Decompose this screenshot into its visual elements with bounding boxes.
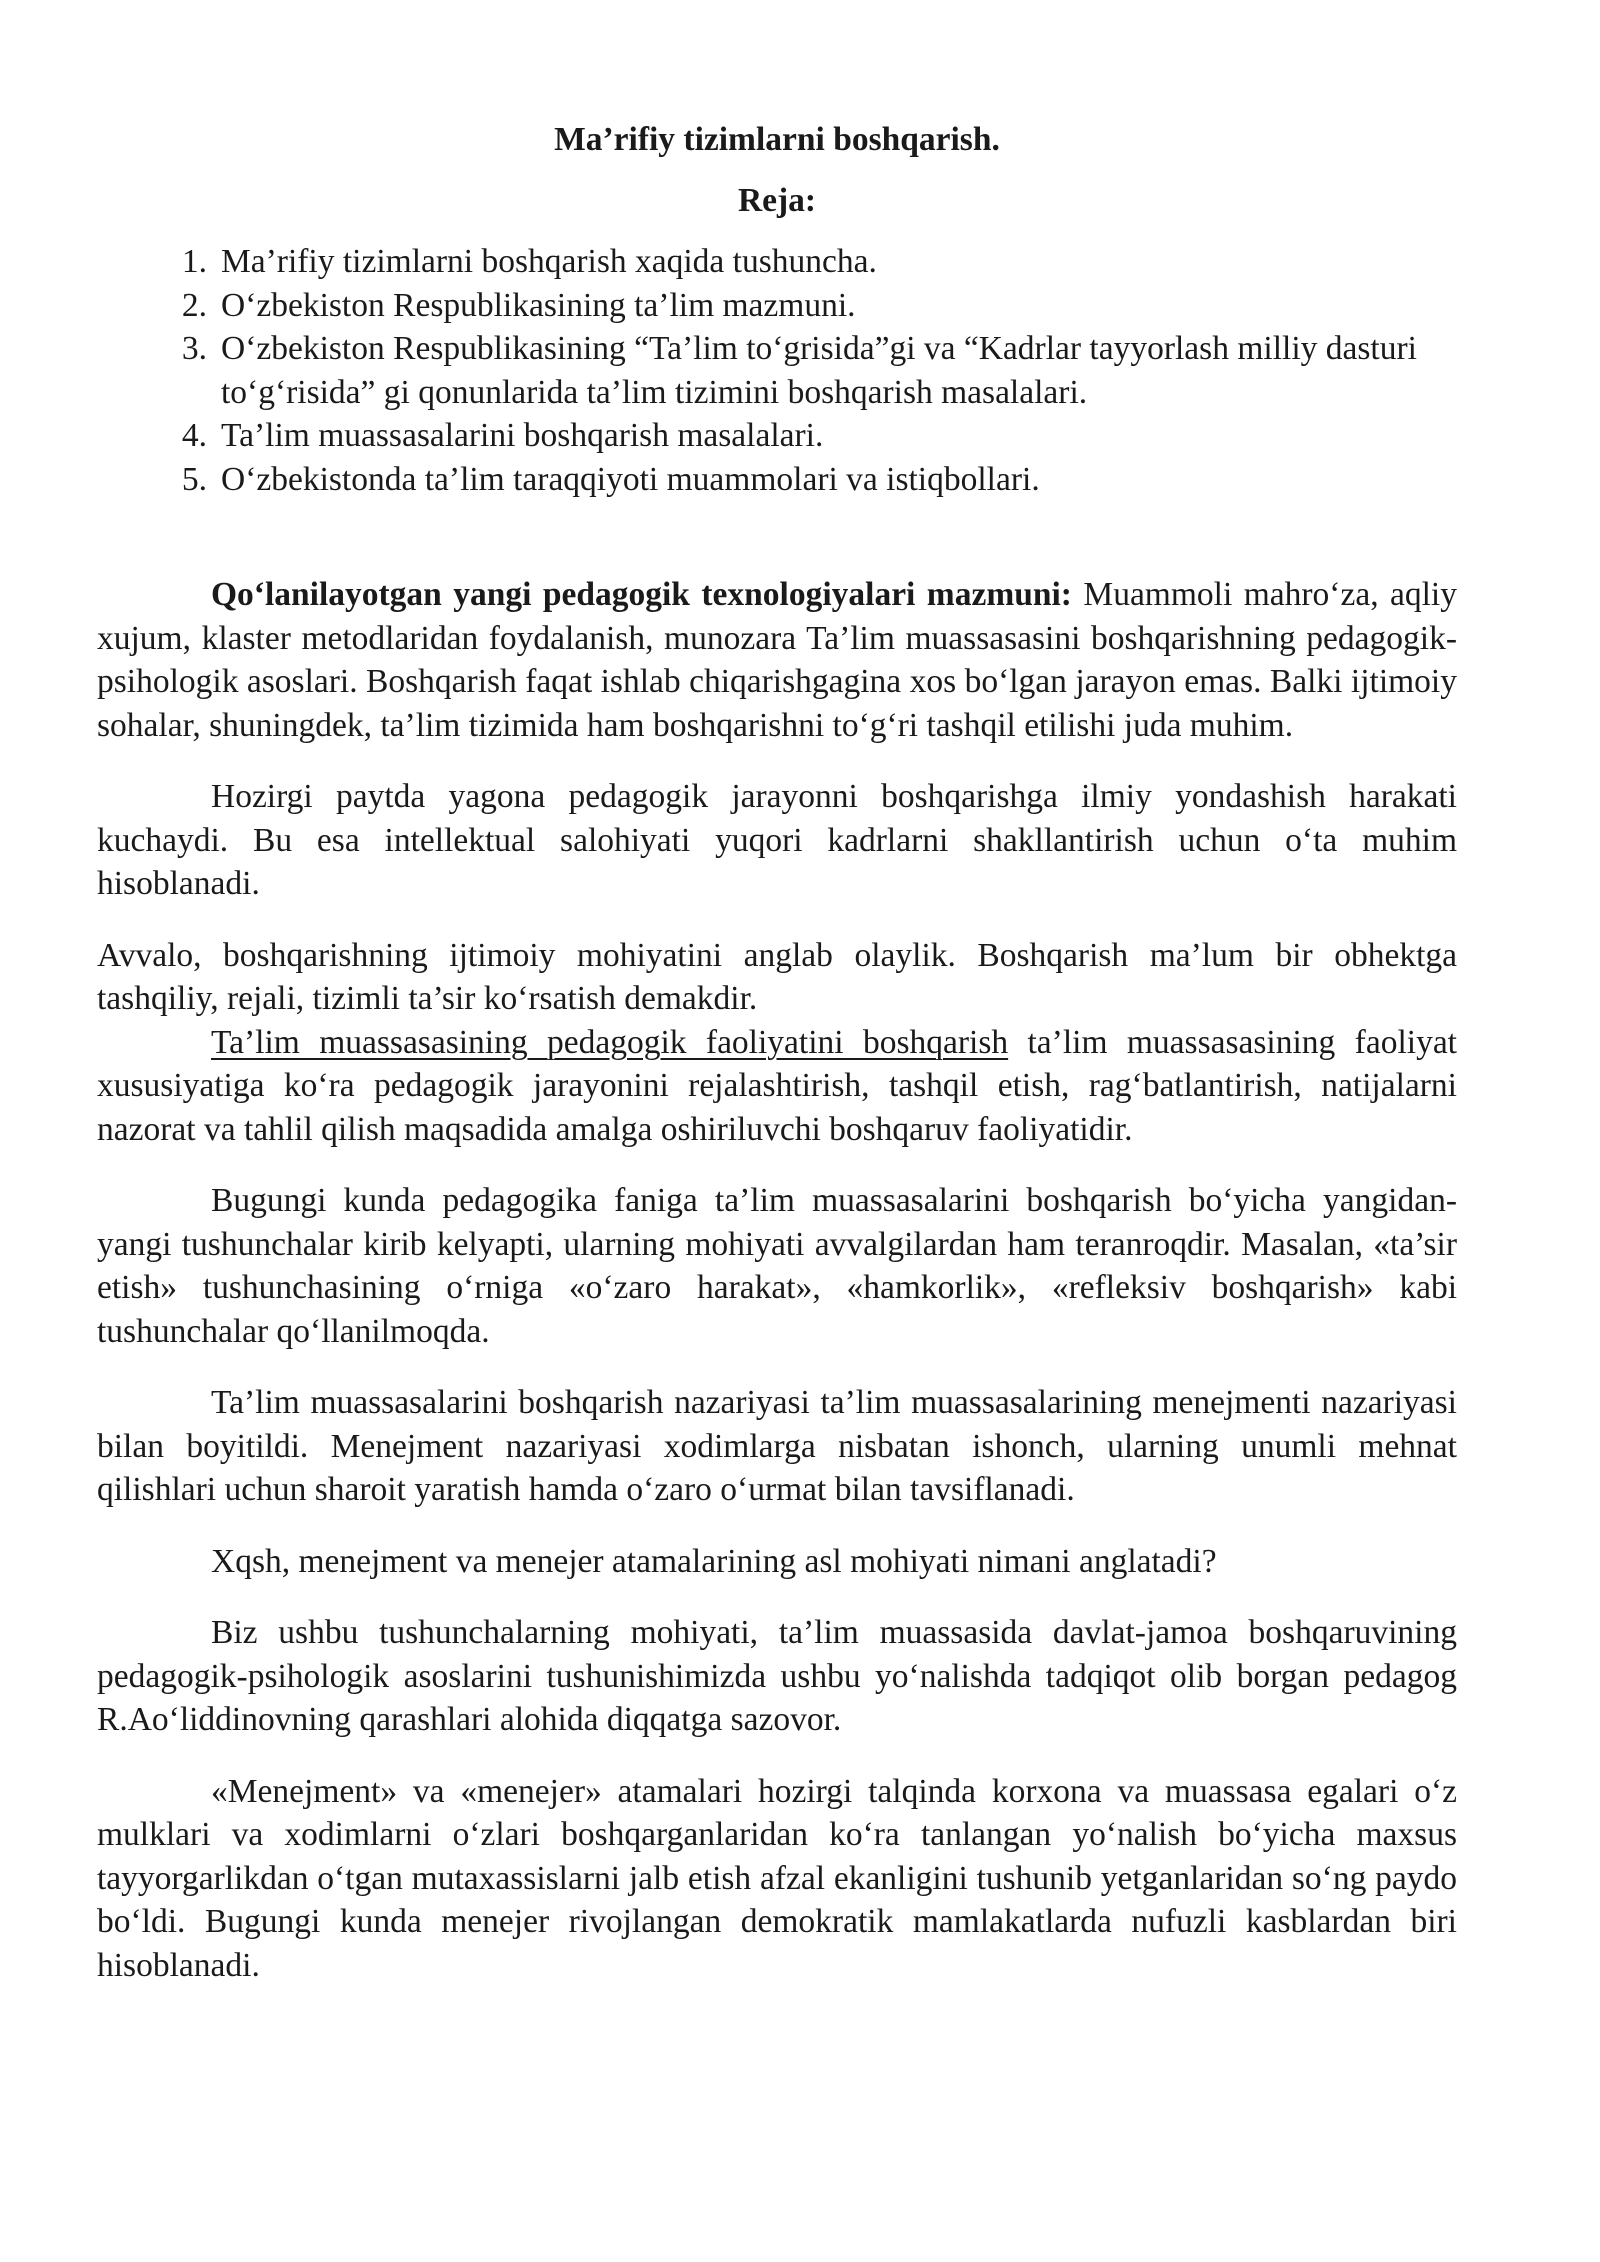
technologies-heading: Qo‘lanilayotgan yangi pedagogik texnologiyalari mazmuni:: [211, 576, 1072, 613]
document-page: [97, 118, 1457, 1987]
paragraph-views: Biz ushbu tushunchalarning mohiyati, ta’lim muassasida davlat-jamoa boshqaruvining pedagogik-psihologik asoslarini tushunishimizda ushbu yo‘nalishda tadqiqot olib borgan pedagog R.Ao‘liddinovning qarashlari alohida diqqatga sazovor.: [97, 1614, 1457, 1738]
plan-heading: Reja:: [737, 181, 817, 219]
plan-item-number: 3.: [181, 330, 207, 367]
pedagogical-management-text: ta’lim muassasasining faoliyat xususiyatiga ko‘ra pedagogik jarayonini rejalashtirish, tashqil etish, rag‘batlantirish, natijalarni nazorat va tahlil qilish maqsadida amalga oshiriluvchi boshqaruv faoliyatidir.: [97, 1023, 1457, 1148]
plan-item-number: 2.: [181, 286, 207, 324]
paragraph-management-theory: Ta’lim muassasalarini boshqarish nazariyasi ta’lim muassasalarining menejmenti nazariyasi bilan boyitildi. Menejment nazariyasi xodimlarga nisbatan ishonch, ularning unumli mehnat qilishlari uchun sharoit yaratish hamda o‘zaro o‘urmat bilan tavsiflanadi.: [97, 1384, 1457, 1508]
plan-item: [97, 414, 1457, 458]
paragraph-pedagogical-management: [97, 1021, 1457, 1152]
paragraph-menejment-origin: «Menejment» va «menejer» atamalari hozirgi talqinda korxona va muassasa egalari o‘z mulklari va xodimlarni o‘zlari boshqarganlaridan ko‘ra tanlangan yo‘nalish bo‘yicha maxsus tayyorgarlikdan o‘tgan mutaxassislarni jalb etish afzal ekanligini tushunib yetganlaridan so‘ng paydo bo‘ldi. Bugungi kunda menejer rivojlangan demokratik mamlakatlarda nufuzli kasblardan biri hisoblanadi.: [97, 1772, 1457, 1984]
plan-item-text: Ta’lim muassasalarini boshqarish masalalari.: [221, 417, 824, 454]
plan-item-number: 1.: [181, 243, 207, 280]
plan-item-text: O‘zbekistonda ta’lim taraqqiyoti muammolari va istiqbollari.: [221, 460, 1040, 498]
plan-item: [97, 284, 1457, 328]
plan-item: [97, 327, 1457, 414]
underlined-term: Ta’lim muassasasining pedagogik faoliyatini boshqarish: [211, 1023, 1009, 1061]
plan-item-number: 5.: [181, 460, 207, 498]
plan-item-number: 4.: [181, 417, 207, 454]
plan-item-text: O‘zbekiston Respublikasining ta’lim mazmuni.: [221, 286, 856, 324]
paragraph-current-period: Hozirgi paytda yagona pedagogik jarayonni boshqarishga ilmiy yondashish harakati kuchaydi. Bu esa intellektual salohiyati yuqori kadrlarni shakllantirish uchun o‘ta muhim hisoblanadi.: [97, 778, 1457, 902]
paragraph-technologies: [97, 573, 1457, 747]
technologies-text: Muammoli mahro‘za, aqliy xujum, klaster metodlaridan foydalanish, munozara Ta’lim muassasasini boshqarishning pedagogik- psihologik asoslari. Boshqarish faqat ishlab chiqarishgagina xos bo‘lgan jarayon emas. Balki ijtimoiy sohalar, shuningdek, ta’lim tizimida ham boshqarishni to‘g‘ri tashqil etilishi juda muhim.: [97, 576, 1457, 744]
plan-item: [97, 458, 1457, 502]
plan-item-text: Ma’rifiy tizimlarni boshqarish xaqida tushuncha.: [221, 243, 877, 280]
plan-item-text: O‘zbekiston Respublikasining “Ta’lim to‘grisida”gi va “Kadrlar tayyorlash milliy dasturi to‘g‘risida” gi qonunlarida ta’lim tizimini boshqarish masalalari.: [221, 330, 1417, 411]
plan-list: [97, 240, 1457, 501]
plan-item: [97, 240, 1457, 284]
paragraph-social-essence: Avvalo, boshqarishning ijtimoiy mohiyatini anglab olaylik. Boshqarish ma’lum bir obhektga tashqiliy, rejali, tizimli ta’sir ko‘rsatish demakdir.: [97, 936, 1457, 1017]
document-title: Ma’rifiy tizimlarni boshqarish.: [554, 121, 1000, 158]
paragraph-new-concepts: Bugungi kunda pedagogika faniga ta’lim muassasalarini boshqarish bo‘yicha yangidan-yangi tushunchalar kirib kelyapti, ularning mohiyati avvalgilardan ham teranroqdir. Masalan, «ta’sir etish» tushunchasining o‘rniga «o‘zaro harakat», «hamkorlik», «refleksiv boshqarish» kabi tushunchalar qo‘llanilmoqda.: [97, 1182, 1457, 1350]
paragraph-question: Xqsh, menejment va menejer atamalarining asl mohiyati nimani anglatadi?: [211, 1542, 1217, 1580]
